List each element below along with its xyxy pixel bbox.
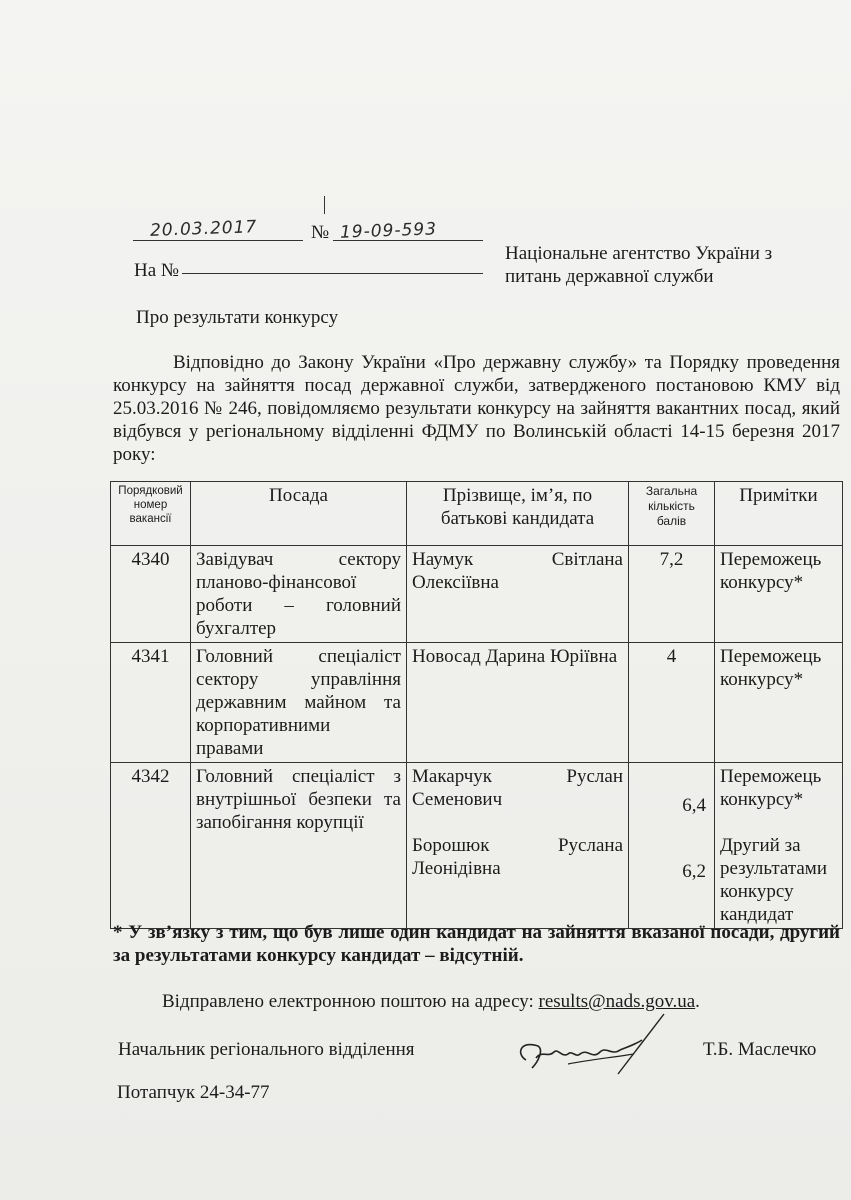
vacancy-number: 4341 [111, 643, 191, 763]
number-sign: № [311, 222, 330, 243]
candidate-score: 6,4 [682, 795, 706, 816]
email-link[interactable]: results@nads.gov.ua [538, 991, 696, 1012]
notes-cell [715, 763, 843, 929]
candidate-score: 7,2 [629, 546, 715, 643]
header-notes: Примітки [715, 482, 843, 546]
handwritten-signature [508, 1010, 678, 1090]
candidate-score-second: 6,2 [682, 861, 706, 882]
email-prefix: Відправлено електронною поштою на адресу: [162, 991, 539, 1012]
score-cell [629, 763, 715, 929]
date-underline [133, 240, 303, 241]
position-title: Завідувач сектору планово-фінансової роботи – головний бухгалтер [191, 546, 407, 643]
result-note: Переможець конкурсу* [720, 766, 822, 810]
body-paragraph: Відповідно до Закону України «Про державну службу» та Порядку проведення конкурсу на зайняття посад державної служби, затвердженого постановою КМУ від 25.03.2016 № 246, повідомляємо результати конкурсу на зайняття вакантних посад, який відбувся у регіональному відділенні ФДМУ по Волинській області 14-15 березня 2017 року: [113, 352, 840, 465]
position-title: Головний спеціаліст з внутрішньої безпеки та запобігання корупції [191, 763, 407, 929]
header-score: Загальна кількість балів [629, 482, 715, 546]
reply-to-label: На № [134, 260, 180, 281]
email-suffix: . [695, 991, 700, 1012]
header-position: Посада [191, 482, 407, 546]
candidate-name-second: Борошюк Руслана Леонідівна [412, 835, 623, 879]
result-note: Переможець конкурсу* [715, 546, 843, 643]
candidate-cell [407, 763, 629, 929]
header-candidate: Прізвище, ім’я, по батькові кандидата [407, 482, 629, 546]
table-row [111, 546, 843, 643]
table-row [111, 763, 843, 929]
recipient-line-2: питань державної служби [505, 266, 714, 287]
table-row [111, 643, 843, 763]
results-table [110, 481, 843, 929]
candidate-name: Макарчук Руслан Семенович [412, 766, 623, 810]
result-note: Переможець конкурсу* [715, 643, 843, 763]
reply-to-underline [182, 273, 483, 274]
header-vacancy-number: Порядковий номер вакансії [111, 482, 191, 546]
vacancy-number: 4342 [111, 763, 191, 929]
document-subject: Про результати конкурсу [136, 307, 339, 328]
candidate-name: Новосад Дарина Юріївна [407, 643, 629, 763]
number-underline [333, 240, 483, 241]
position-title: Головний спеціаліст сектору управління державним майном та корпоративними правами [191, 643, 407, 763]
table-header-row [111, 482, 843, 546]
stamp-mark [324, 196, 325, 214]
vacancy-number: 4340 [111, 546, 191, 643]
signer-name: Т.Б. Маслечко [703, 1039, 817, 1060]
candidate-score: 4 [629, 643, 715, 763]
signer-title: Начальник регіонального відділення [118, 1039, 415, 1060]
document-number: 19-09-593 [339, 219, 438, 243]
recipient-line-1: Національне агентство України з [505, 243, 773, 264]
footnote: * У зв’язку з тим, що був лише один кандидат на зайняття вказаної посади, другий за результатами конкурсу кандидат – відсутній. [113, 922, 840, 966]
executor-contact: Потапчук 24-34-77 [117, 1082, 270, 1103]
result-note-second: Другий за результатами конкурсу кандидат [720, 835, 827, 925]
candidate-name: Наумук Світлана Олексіївна [407, 546, 629, 643]
document-date: 20.03.2017 [149, 217, 258, 241]
